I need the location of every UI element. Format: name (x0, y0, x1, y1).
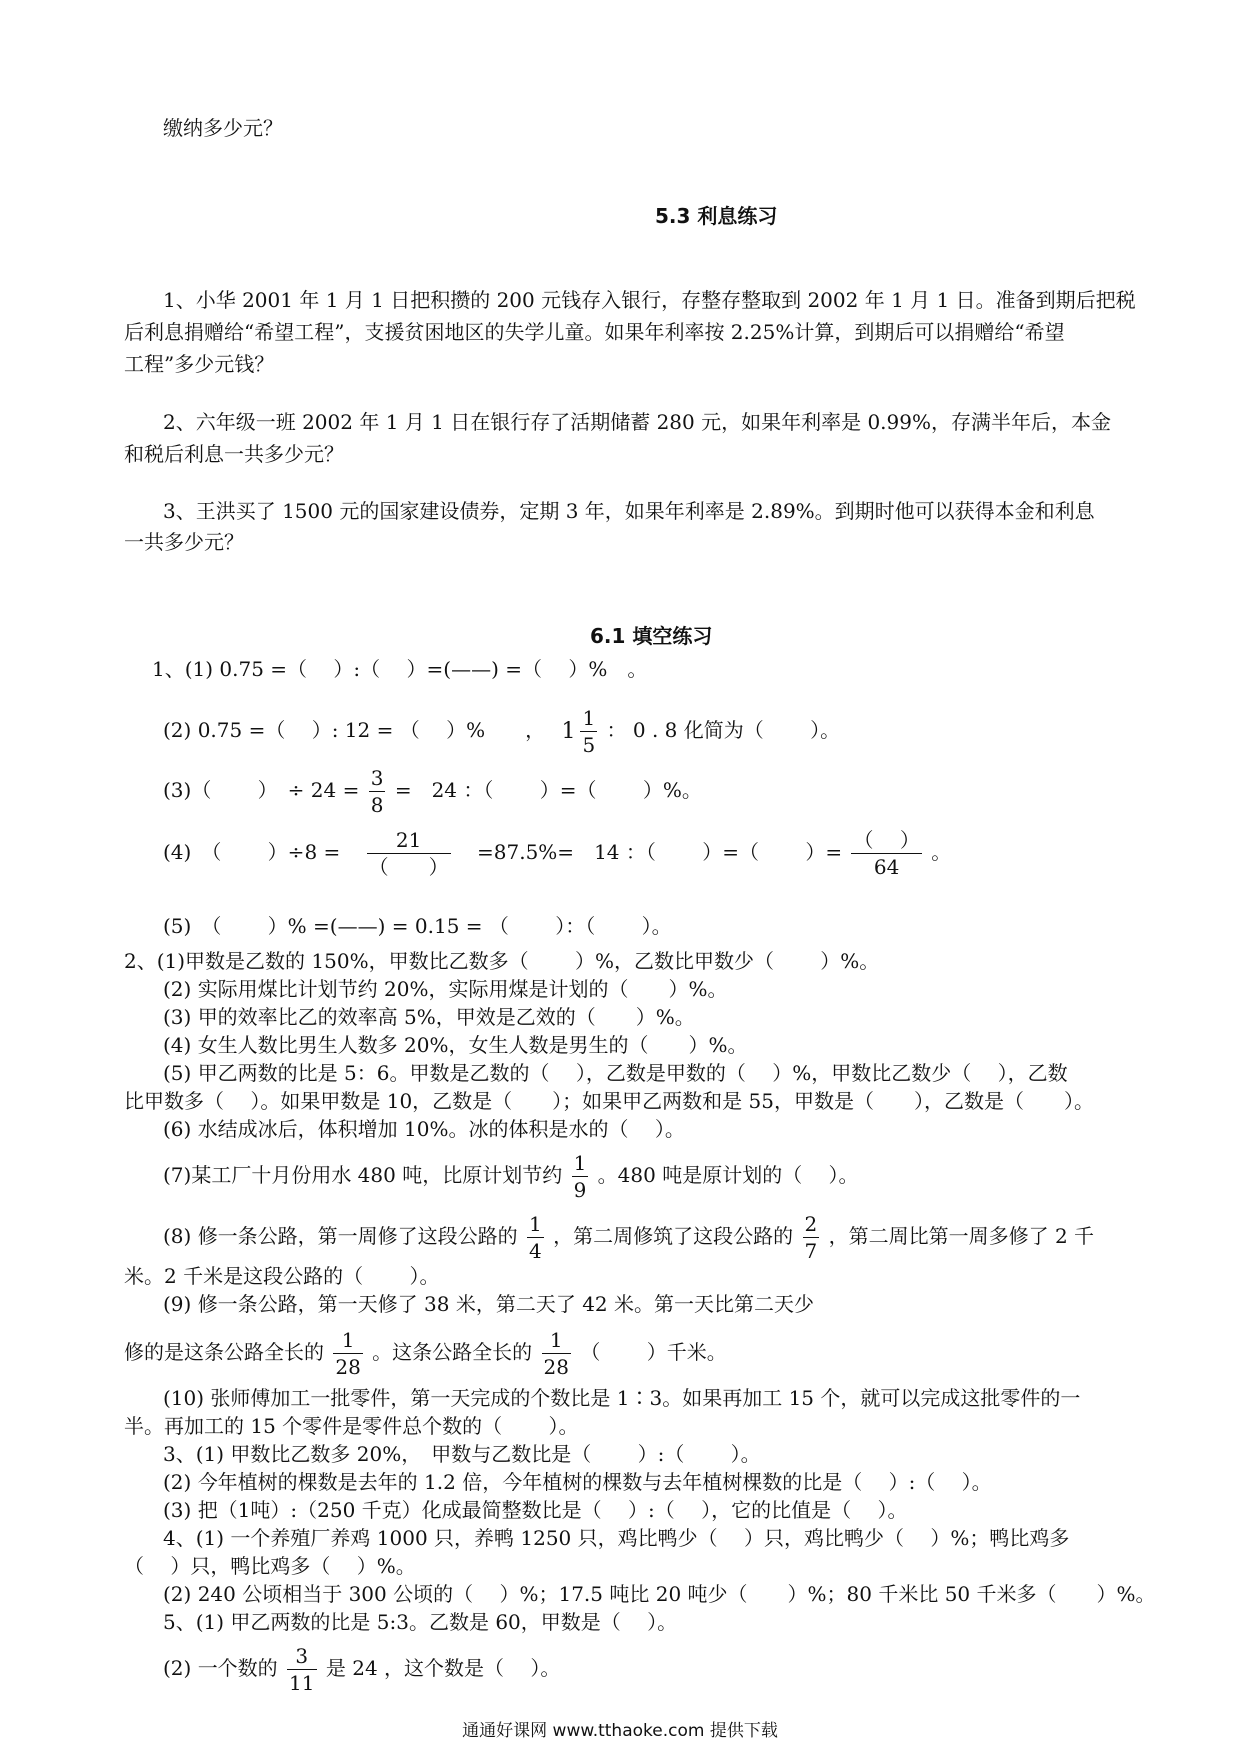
fill-2-5b: 比甲数多（ ）。如果甲数是 10，乙数是（ ）；如果甲乙两数和是 55，甲数是（ ），乙数是（ ）。 (124, 1089, 1094, 1113)
fill-1-2: (2) 0.75 =（ ）: 12 = （ ）% ， 1 1 5 ： 0 . 8 化简为（ ）。 (163, 700, 840, 762)
fraction: （ ） 64 (853, 828, 920, 879)
fraction: $\frac{1}{9}$ (573, 1151, 587, 1202)
fill-2-6: (6) 水结成冰后，体积增加 10%。冰的体积是水的（ ）。 (163, 1117, 685, 1141)
fill-5-2: (2) 一个数的 $\frac{3}{11}$ 是 24 ，这个数是（ ）。 (163, 1644, 561, 1695)
fill-2-4: (4) 女生人数比男生人数多 20%，女生人数是男生的（ ）%。 (163, 1033, 748, 1057)
fill-2-8: (8) 修一条公路，第一周修了这段公路的 $\frac{1}{4}$ ，第二周修筑了这段公路的 $\frac{2}{7}$ ，第二周比第一周多修了 2 千 (163, 1212, 1095, 1263)
q1-line-2: 后利息捐赠给“希望工程”，支援贫困地区的失学儿童。如果年利率按 2.25%计算，到期后可以捐赠给“希望 (124, 320, 1065, 344)
fill-5-1: 5、(1) 甲乙两数的比是 5:3。乙数是 60，甲数是（ ）。 (163, 1610, 678, 1634)
q2-line-1: 2、六年级一班 2002 年 1 月 1 日在银行存了活期储蓄 280 元，如果年利率是 0.99%，存满半年后，本金 (163, 410, 1111, 434)
fill-4-1b: （ ）只，鸭比鸡多（ ）%。 (124, 1554, 416, 1578)
q1-line-1: 1、小华 2001 年 1 月 1 日把积攒的 200 元钱存入银行，存整存整取到 2002 年 1 月 1 日。准备到期后把税 (163, 288, 1136, 312)
fill-2-3: (3) 甲的效率比乙的效率高 5%，甲效是乙效的（ ）%。 (163, 1005, 695, 1029)
fill-3-3: (3) 把（1吨）:（250 千克）化成最简整数比是（ ）:（ ），它的比值是（ ）。 (163, 1498, 908, 1522)
fill-2-1: 2、(1)甲数是乙数的 150%，甲数比乙数多（ ）%，乙数比甲数少（ ）%。 (124, 949, 880, 973)
fraction: $\frac{1}{28}$ (335, 1328, 361, 1379)
fill-1-3: (3)（ ） ÷ 24 = $\frac{3}{8}$ = 24 ：（ ）=（ ）%。 (163, 766, 702, 817)
mixed-number: 1 1 5 (561, 706, 596, 757)
fraction: $\frac{3}{8}$ (370, 766, 384, 817)
fill-2-10a: (10) 张师傅加工一批零件，第一天完成的个数比是 1∶3。如果再加工 15 个，就可以完成这批零件的一 (163, 1386, 1081, 1410)
section-5-3-title: 5.3 利息练习 (655, 204, 778, 228)
page-footer: 通通好课网 www.tthaoke.com 提供下载 (462, 1721, 778, 1741)
fraction: $\frac{1}{28}$ (543, 1328, 569, 1379)
fill-2-7: (7)某工厂十月份用水 480 吨，比原计划节约 $\frac{1}{9}$ 。480 吨是原计划的（ ）。 (163, 1151, 859, 1202)
top-line: 缴纳多少元？ (163, 116, 283, 140)
q2-line-2: 和税后利息一共多少元？ (124, 442, 344, 466)
fraction: $\frac{1}{4}$ (529, 1212, 542, 1263)
q1-line-3: 工程”多少元钱？ (124, 352, 275, 376)
fill-1-5: (5) （ ）% =(——) = 0.15 = （ ）：（ ）。 (163, 914, 672, 938)
fill-2-9a: (9) 修一条公路，第一天修了 38 米，第二天了 42 米。第一天比第二天少 (163, 1292, 815, 1316)
fill-1-1: 1、(1) 0.75 =（ ）:（ ）=(——) =（ ）% 。 (152, 657, 648, 681)
fill-3-2: (2) 今年植树的棵数是去年的 1.2 倍，今年植树的棵数与去年植树棵数的比是（ ）:（ ）。 (163, 1470, 992, 1494)
fill-2-10b: 半。再加工的 15 个零件是零件总个数的（ ）。 (124, 1414, 579, 1438)
fill-2-2: (2) 实际用煤比计划节约 20%，实际用煤是计划的（ ）%。 (163, 977, 728, 1001)
fraction: $\frac{2}{7}$ (804, 1212, 818, 1263)
fill-3-1: 3、(1) 甲数比乙数多 20%， 甲数与乙数比是（ ）:（ ）。 (163, 1442, 761, 1466)
fill-4-1a: 4、(1) 一个养殖厂养鸡 1000 只，养鸭 1250 只，鸡比鸭少（ ）只，鸡比鸭少（ ）%；鸭比鸡多 (163, 1526, 1070, 1550)
q3-line-1: 3、王洪买了 1500 元的国家建设债券，定期 3 年，如果年利率是 2.89%。到期时他可以获得本金和利息 (163, 499, 1095, 523)
fill-4-2: (2) 240 公顷相当于 300 公顷的（ ）%；17.5 吨比 20 吨少（ ）%；80 千米比 50 千米多（ ）%。 (163, 1582, 1156, 1606)
fill-1-4: (4) （ ）÷8 = 21 （ ） =87.5%= 14 ：（ ）=（ ）= （ ） 64 。 (163, 828, 952, 879)
fill-2-9b: 修的是这条公路全长的 $\frac{1}{28}$ 。这条公路全长的 $\frac{1}{28}$ （ ）千米。 (124, 1328, 727, 1379)
q3-line-2: 一共多少元？ (124, 530, 244, 554)
fraction: $\frac{3}{11}$ (289, 1644, 315, 1695)
fill-2-5a: (5) 甲乙两数的比是 5：6。甲数是乙数的（ ），乙数是甲数的（ ）%，甲数比乙数少（ ），乙数 (163, 1061, 1068, 1085)
fraction: 21 （ ） (368, 828, 449, 879)
fill-2-8-cont: 米。2 千米是这段公路的（ ）。 (124, 1264, 440, 1288)
section-6-1-title: 6.1 填空练习 (590, 624, 713, 648)
